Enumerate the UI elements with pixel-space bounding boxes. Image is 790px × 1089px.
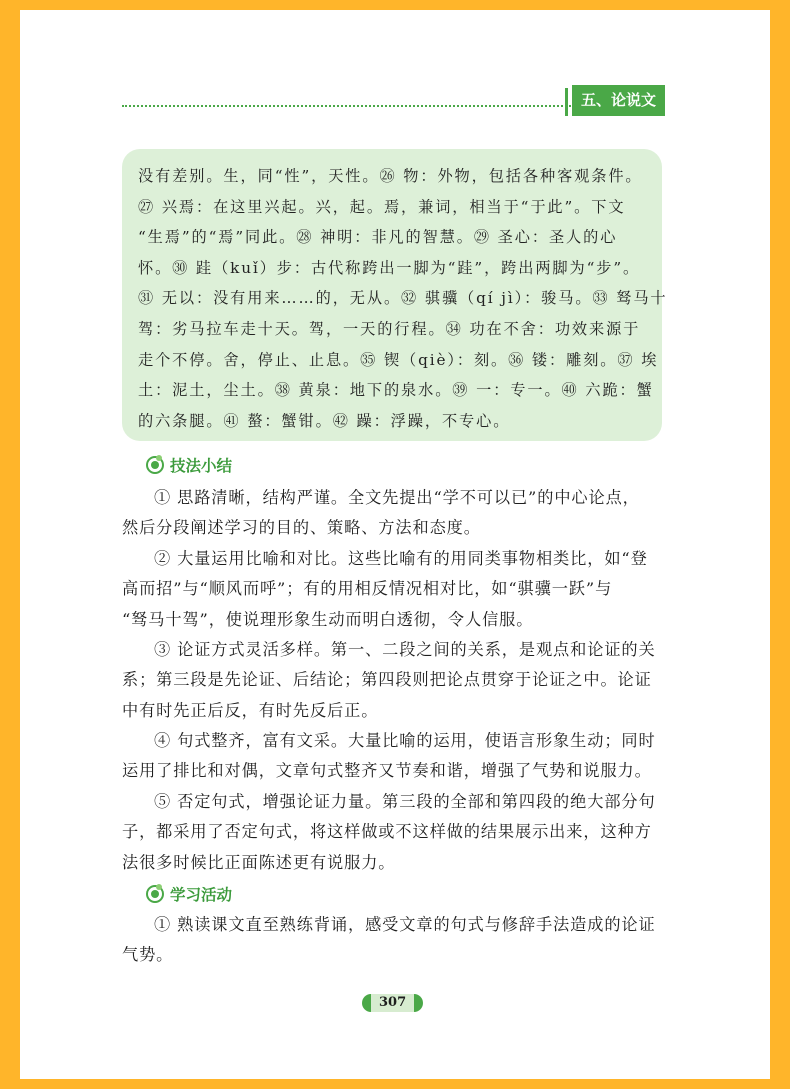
- paragraph-line: ① 熟读课文直至熟练背诵，感受文章的句式与修辞手法造成的论证: [154, 915, 656, 934]
- notes-line: “生焉”的“焉”同此。㉘ 神明：非凡的智慧。㉙ 圣心：圣人的心: [138, 228, 618, 247]
- paragraph-line: ② 大量运用比喻和对比。这些比喻有的用同类事物相类比，如“登: [154, 549, 648, 568]
- technique-paragraph-1: [122, 483, 667, 544]
- notes-line: 没有差别。生，同“性”，天性。㉖ 物：外物，包括各种客观条件。: [138, 167, 643, 185]
- paragraph-line: “驽马十驾”，使说理形象生动而明白透彻，令人信服。: [122, 609, 534, 629]
- paragraph-line: ⑤ 否定句式，增强论证力量。第三段的全部和第四段的绝大部分句: [154, 792, 656, 811]
- notes-line: 走个不停。舍，停止、止息。㉟ 锲（qiè）：刻。㊱ 镂：雕刻。㊲ 埃: [138, 350, 659, 369]
- paragraph-line: ③ 论证方式灵活多样。第一、二段之间的关系，是观点和论证的关: [154, 640, 656, 659]
- notes-line: 的六条腿。㊶ 螯：蟹钳。㊷ 躁：浮躁，不专心。: [138, 411, 511, 430]
- page-number-badge: [362, 992, 423, 1014]
- paragraph-line: 法很多时候比正面陈述更有说服力。: [122, 852, 396, 872]
- paragraph-line: 运用了排比和对偶，文章句式整齐又节奏和谐，增强了气势和说服力。: [122, 761, 652, 781]
- paragraph-line: 系；第三段是先论证、后结论；第四段则把论点贯穿于论证之中。论证: [122, 670, 652, 690]
- paragraph-line: 高而招”与“顺风而呼”；有的用相反情况相对比，如“骐骥一跃”与: [122, 579, 613, 599]
- activity-paragraph-1: [122, 910, 667, 971]
- paragraph-line: 然后分段阐述学习的目的、策略、方法和态度。: [122, 518, 481, 538]
- green-circle-icon: [146, 885, 164, 903]
- paragraph-line: 子，都采用了否定句式，将这样做或不这样做的结果展示出来，这种方: [122, 822, 652, 842]
- technique-paragraph-3: [122, 635, 667, 726]
- book-page: [20, 10, 770, 1079]
- page-number-left-cap: [362, 994, 371, 1012]
- notes-line: ㉛ 无以：没有用来……的，无从。㉜ 骐骥（qí jì）：骏马。㉝ 驽马十: [138, 289, 668, 308]
- technique-summary-title: 技法小结: [170, 457, 233, 475]
- paragraph-line: 中有时先正后反，有时先反后正。: [122, 700, 379, 720]
- notes-line: 怀。㉚ 跬（kuǐ）步：古代称跨出一脚为“跬”，跨出两脚为“步”。: [138, 258, 641, 277]
- learning-activity-title: 学习活动: [170, 886, 233, 904]
- annotation-notes-box: [122, 149, 668, 441]
- section-tab: 五、论说文: [572, 85, 665, 116]
- paragraph-line: 气势。: [122, 945, 174, 965]
- header-dotted-rule: [122, 105, 582, 107]
- notes-line: 驾：劣马拉车走十天。驾，一天的行程。㉞ 功在不舍：功效来源于: [138, 319, 641, 338]
- header-accent-bar: [565, 88, 568, 116]
- page-number: 307: [371, 994, 414, 1012]
- technique-summary-heading: [146, 453, 232, 477]
- technique-paragraph-2: [122, 544, 667, 635]
- green-circle-icon: [146, 456, 164, 474]
- technique-paragraph-5: [122, 787, 667, 878]
- notes-line: 土：泥土，尘土。㊳ 黄泉：地下的泉水。㊴ 一：专一。㊵ 六跪：蟹: [138, 381, 654, 400]
- notes-line: ㉗ 兴焉：在这里兴起。兴，起。焉，兼词，相当于“于此”。下文: [138, 197, 626, 216]
- paragraph-line: ① 思路清晰，结构严谨。全文先提出“学不可以已”的中心论点，: [154, 488, 640, 507]
- technique-paragraph-4: [122, 726, 667, 787]
- page-number-right-cap: [414, 994, 423, 1012]
- learning-activity-heading: [146, 882, 232, 906]
- paragraph-line: ④ 句式整齐，富有文采。大量比喻的运用，使语言形象生动；同时: [154, 731, 656, 750]
